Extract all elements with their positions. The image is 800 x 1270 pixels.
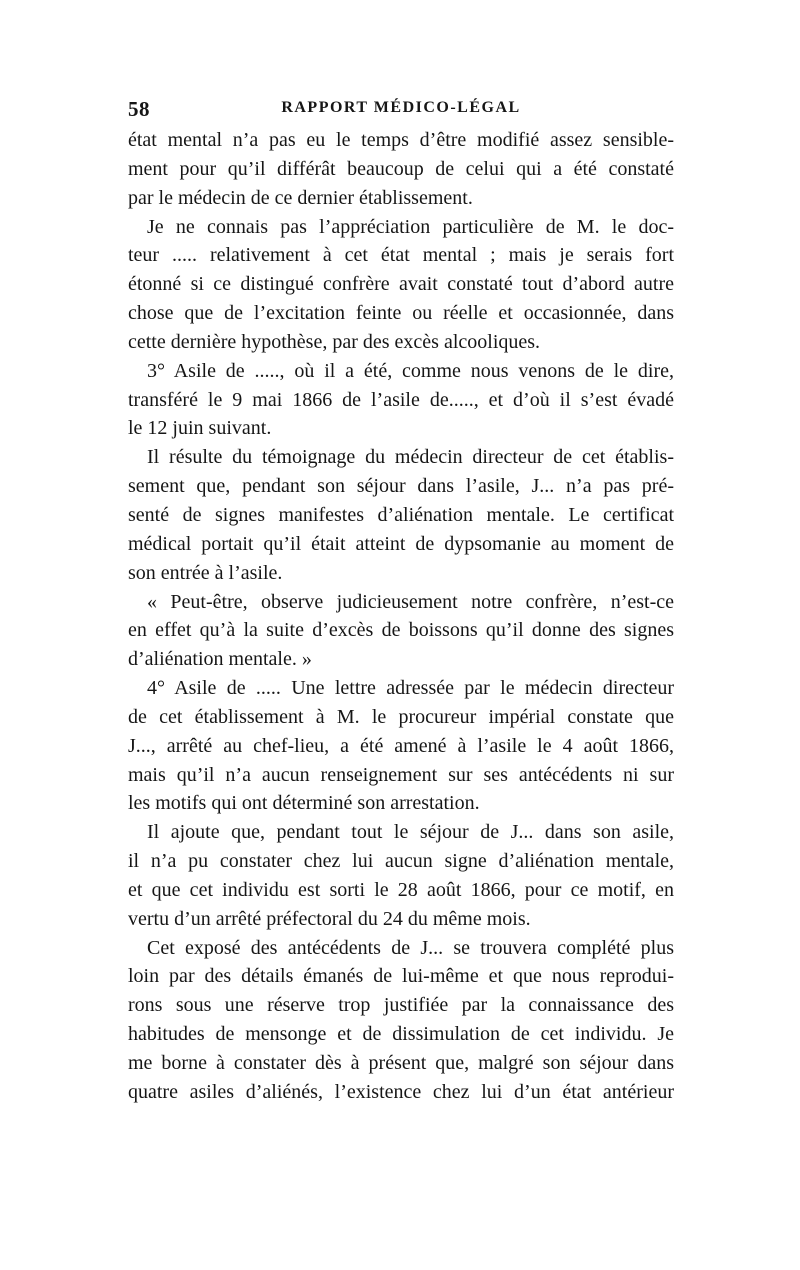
running-title: RAPPORT MÉDICO-LÉGAL	[281, 99, 521, 116]
text-line: sement que, pendant son séjour dans l’asile, J... n’a pas pré-	[128, 475, 674, 498]
text-line: et que cet individu est sorti le 28 août 1866, pour ce motif, en	[128, 878, 674, 901]
text-line: « Peut-être, observe judicieusement notre confrère, n’est-ce	[147, 590, 674, 613]
text-line: teur ..... relativement à cet état mental ; mais je serais fort	[128, 244, 674, 267]
text-line: habitudes de mensonge et de dissimulation de cet individu. Je	[128, 1023, 674, 1046]
text-line: mais qu’il n’a aucun renseignement sur ses antécédents ni sur	[128, 763, 674, 786]
text-line: en effet qu’à la suite d’excès de boissons qu’il donne des signes	[128, 619, 674, 642]
text-line: état mental n’a pas eu le temps d’être modifié assez sensible-	[128, 129, 674, 151]
text-line: le 12 juin suivant.	[128, 417, 272, 440]
text-line: par le médecin de ce dernier établissement.	[128, 186, 473, 209]
text-line: senté de signes manifestes d’aliénation mentale. Le certificat	[128, 503, 674, 526]
text-line: médical portait qu’il était atteint de dypsomanie au moment de	[128, 532, 674, 555]
text-line: vertu d’un arrêté préfectoral du 24 du même mois.	[128, 907, 531, 930]
text-line: chose que de l’excitation feinte ou réelle et occasionnée, dans	[128, 302, 674, 325]
text-line: J..., arrêté au chef-lieu, a été amené à l’asile le 4 août 1866,	[128, 734, 674, 757]
page-number: 58	[128, 97, 150, 121]
text-line: son entrée à l’asile.	[128, 561, 283, 584]
page-header	[128, 97, 674, 127]
body-text	[128, 126, 674, 1107]
text-line: Cet exposé des antécédents de J... se trouvera complété plus	[147, 936, 674, 959]
text-line: 4° Asile de ..... Une lettre adressée par le médecin directeur	[147, 677, 674, 700]
text-line: 3° Asile de ....., où il a été, comme nous venons de le dire,	[147, 359, 674, 382]
text-line: quatre asiles d’aliénés, l’existence chez lui d’un état antérieur	[128, 1080, 674, 1103]
text-line: Je ne connais pas l’appréciation particulière de M. le doc-	[147, 215, 674, 238]
text-line: transféré le 9 mai 1866 de l’asile de....., et d’où il s’est évadé	[128, 388, 674, 411]
text-line: d’aliénation mentale. »	[128, 648, 312, 671]
text-line: rons sous une réserve trop justifiée par la connaissance des	[128, 994, 674, 1017]
text-line: il n’a pu constater chez lui aucun signe d’aliénation mentale,	[128, 850, 674, 873]
text-line: me borne à constater dès à présent que, malgré son séjour dans	[128, 1052, 674, 1074]
text-line: loin par des détails émanés de lui-même et que nous reprodui-	[128, 965, 674, 988]
text-line: étonné si ce distingué confrère avait constaté tout d’abord autre	[128, 273, 674, 296]
text-line: Il résulte du témoignage du médecin directeur de cet établis-	[147, 446, 674, 469]
text-line: cette dernière hypothèse, par des excès alcooliques.	[128, 330, 541, 353]
text-line: ment pour qu’il différât beaucoup de celui qui a été constaté	[128, 157, 674, 180]
text-line: de cet établissement à M. le procureur impérial constate que	[128, 705, 674, 728]
text-line: les motifs qui ont déterminé son arrestation.	[128, 792, 480, 815]
text-line: Il ajoute que, pendant tout le séjour de J... dans son asile,	[147, 821, 674, 844]
